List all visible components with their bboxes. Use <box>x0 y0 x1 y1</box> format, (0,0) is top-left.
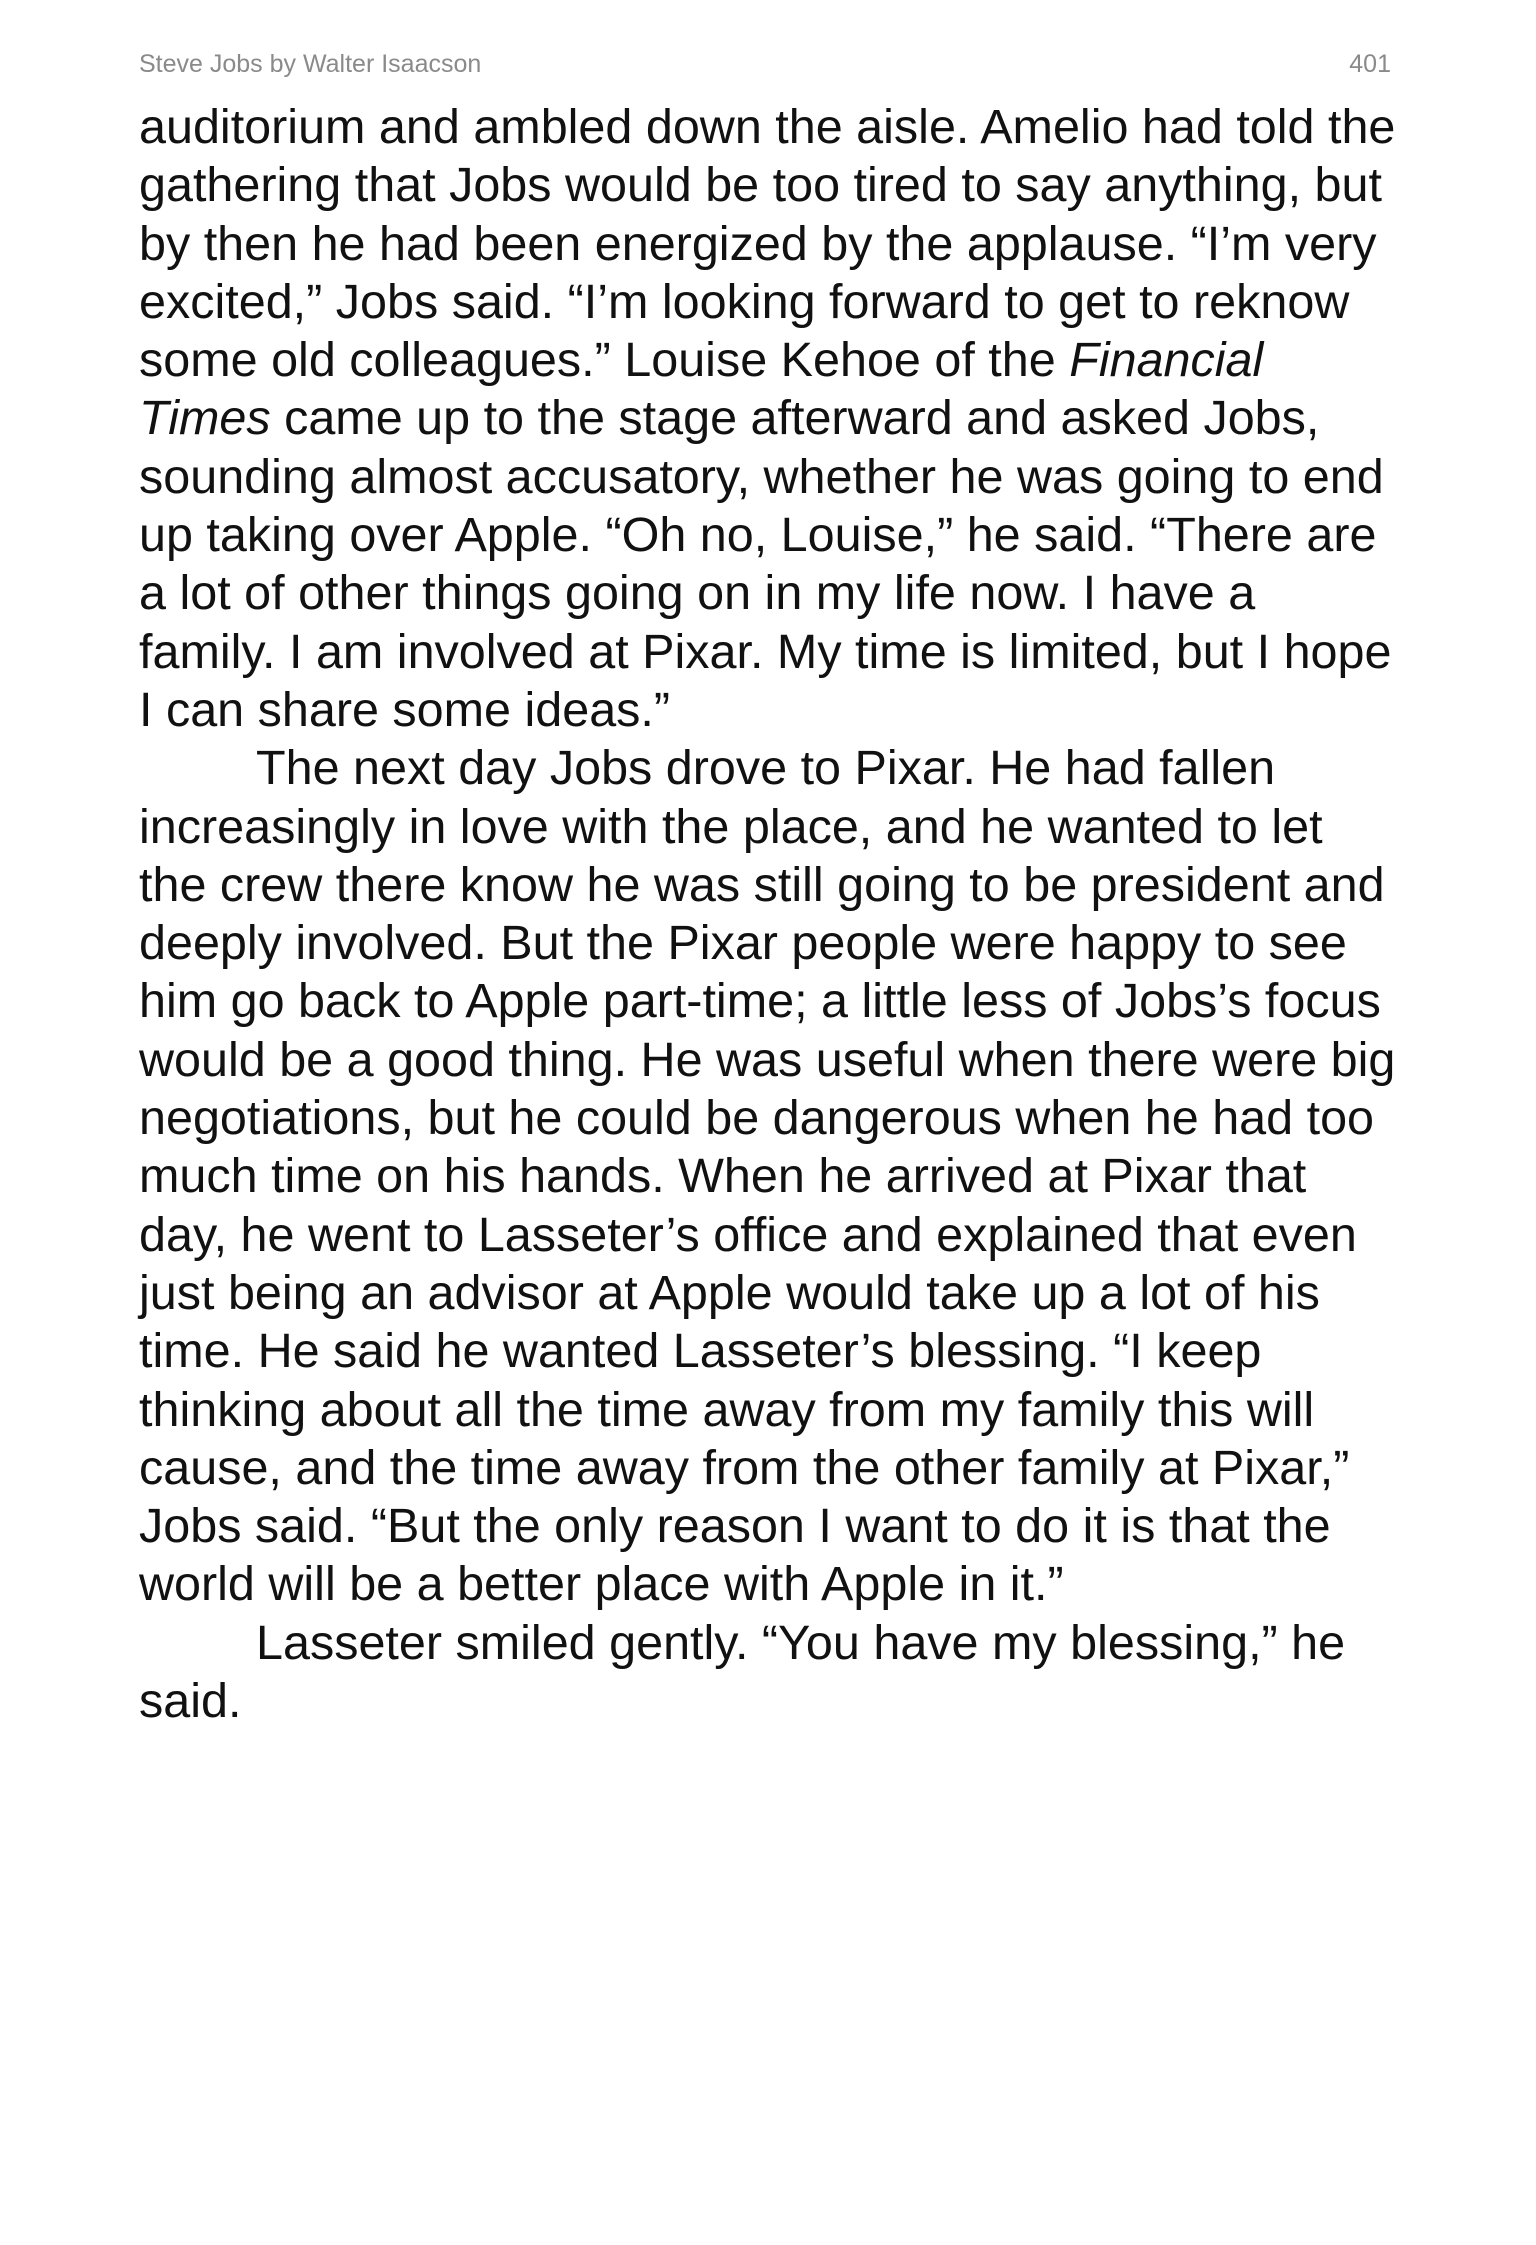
paragraph-1 <box>139 98 1401 739</box>
body-text <box>139 98 1401 1730</box>
paragraph-1-text-start: auditorium and ambled down the aisle. Amelio had told the gathering that Jobs would be too tired to say anything, but by then he had been energized by the applause. “I’m very excited,” Jobs said. “I’m looking forward to get to reknow some old colleagues.” Louise Kehoe of the <box>139 100 1396 388</box>
paragraph-2: The next day Jobs drove to Pixar. He had fallen increasingly in love with the place, and he wanted to let the crew there know he was still going to be president and deeply involved. But the Pixar people were happy to see him go back to Apple part-time; a little less of Jobs’s focus would be a good thing. He was useful when there were big negotiations, but he could be dangerous when he had too much time on his hands. When he arrived at Pixar that day, he went to Lasseter’s office and explained that even just being an advisor at Apple would take up a lot of his time. He said he wanted Lasseter’s blessing. “I keep thinking about all the time away from my family this will cause, and the time away from the other family at Pixar,” Jobs said. “But the only reason I want to do it is that the world will be a better place with Apple in it.” <box>139 741 1396 1612</box>
paragraph-3: Lasseter smiled gently. “You have my blessing,” he said. <box>139 1615 1346 1729</box>
paragraph-1-text-end: came up to the stage afterward and asked Jobs, sounding almost accusatory, whether he was going to end up taking over Apple. “Oh no, Louise,” he said. “There are a lot of other things going on in my life now. I have a family. I am involved at Pixar. My time is limited, but I hope I can share some ideas.” <box>139 391 1392 737</box>
running-header <box>139 50 1391 82</box>
publication-title: Financial Times <box>139 333 1264 446</box>
page-number: 401 <box>1349 50 1391 78</box>
book-title: Steve Jobs by Walter Isaacson <box>139 50 482 78</box>
